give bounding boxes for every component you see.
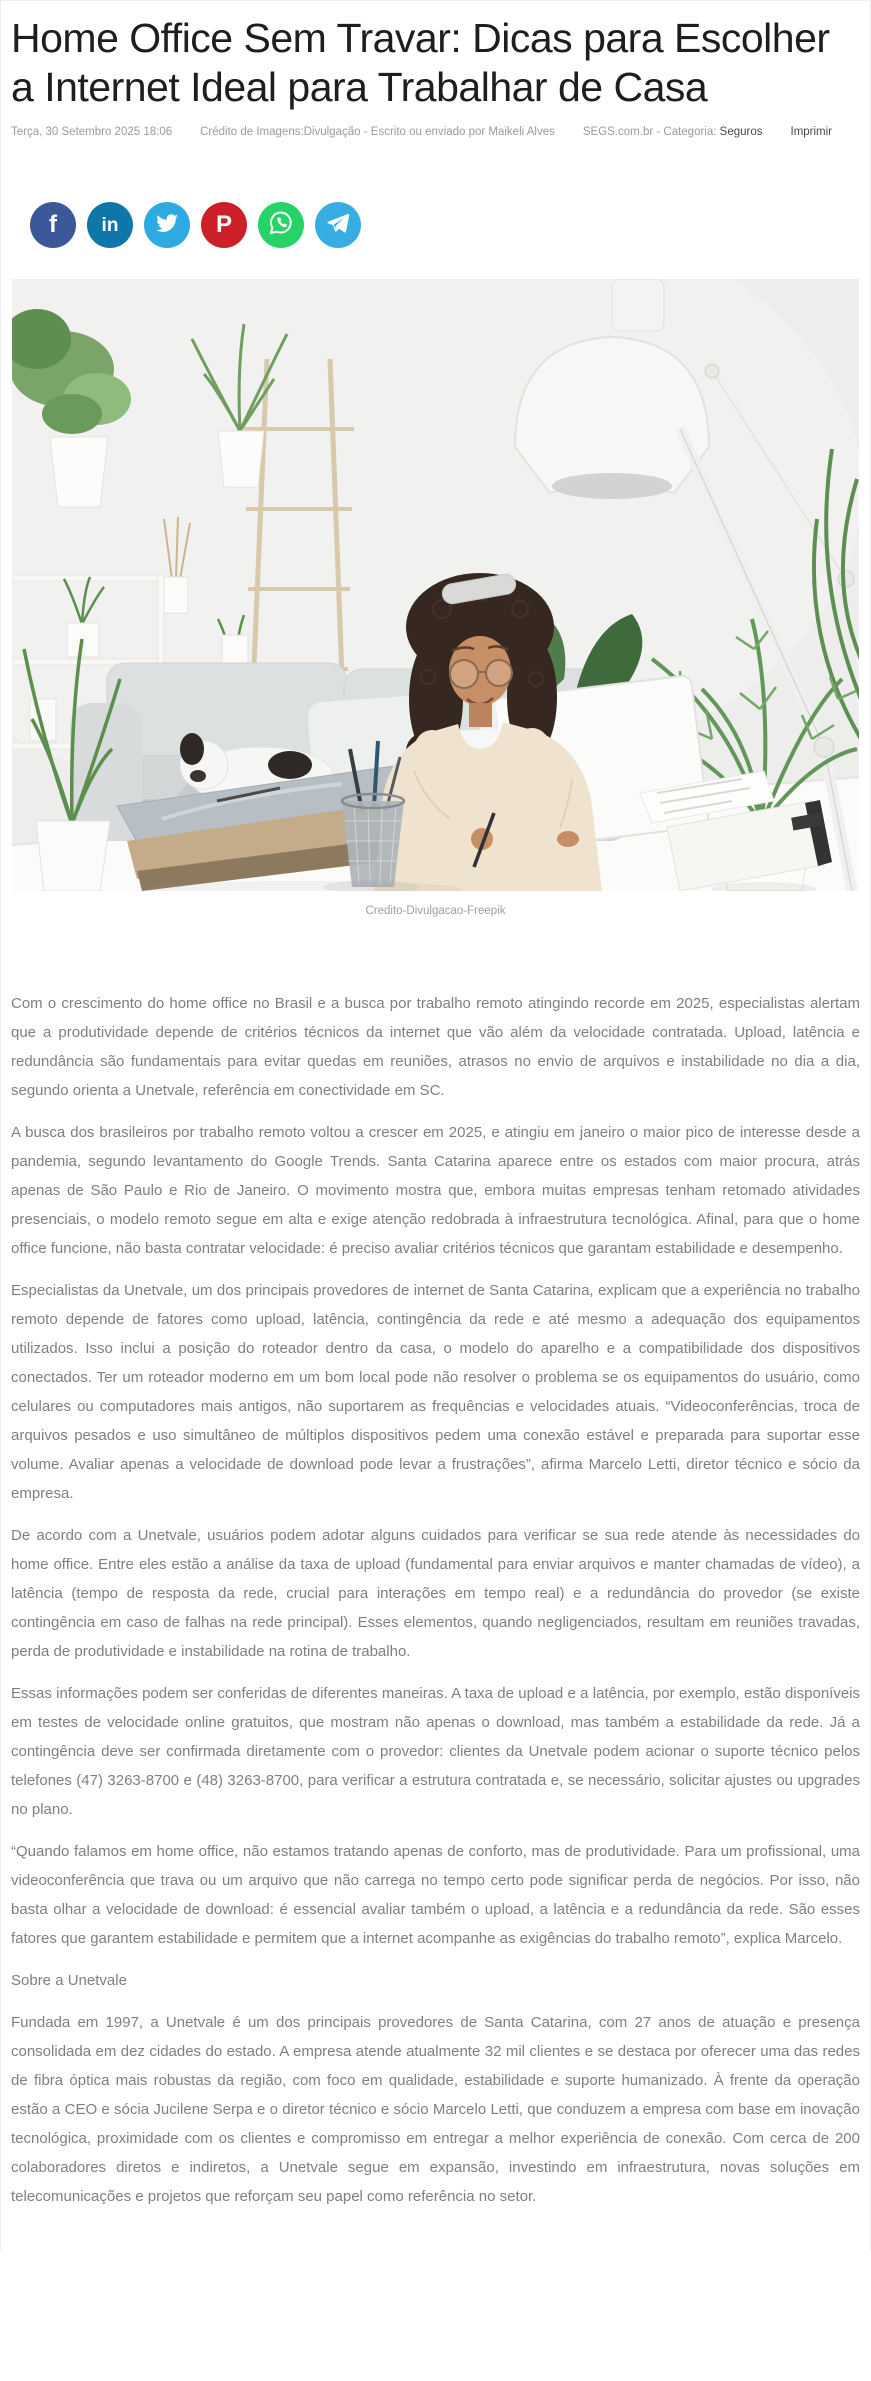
article-title: Home Office Sem Travar: Dicas para Escolher a Internet Ideal para Trabalhar de Casa [11,15,830,110]
pinterest-share-button[interactable] [201,202,247,248]
twitter-icon [154,210,180,241]
whatsapp-icon [267,209,295,242]
article-paragraph: Essas informações podem ser conferidas de diferentes maneiras. A taxa de upload e a latência, por exemplo, estão disponíveis em testes de velocidade online gratuitos, que mostram não apenas o download, mas também a estabilidade da rede. Já a contingência deve ser confirmada diretamente com o provedor: clientes da Unetvale podem acionar o suporte técnico pelos telefones (47) 3263-8700 e (48) 3263-8700, para verificar a estrutura contratada e, se necessário, solicitar ajustes ou upgrades no plano. [11,1685,860,1818]
article-paragraph: Fundada em 1997, a Unetvale é um dos principais provedores de Santa Catarina, com 27 anos de atuação e presença consolidada em dez cidades do estado. A empresa atende atualmente 32 mil clientes e se destaca por oferecer uma das redes de fibra óptica mais robustas da região, com foco em qualidade, estabilidade e suporte humanizado. À frente da operação estão a CEO e sócia Jucilene Serpa e o diretor técnico e sócio Marcelo Letti, que conduzem a empresa com base em inovação tecnológica, proximidade com os clientes e compromisso em entregar a melhor experiência de conexão. Com cerca de 200 colaboradores diretos e indiretos, a Unetvale segue em expansão, investindo em infraestrutura, novas soluções em telecomunicações e projetos que reforçam seu papel como referência no setor. [11,2014,860,2205]
print-link[interactable]: Imprimir [790,126,833,138]
article-paragraph: “Quando falamos em home office, não estamos tratando apenas de conforto, mas de produtividade. Para um profissional, uma videoconferência que trava ou um arquivo que não carrega no tempo certo pode significar perda de negócios. Por isso, não basta olhar a velocidade de download: é essencial avaliar também o upload, a latência e a redundância da rede. São esses fatores que garantem estabilidade e permitem que a internet acompanhe as exigências do trabalho remoto”, explica Marcelo. [11,1843,860,1947]
telegram-share-button[interactable] [315,202,361,248]
home-office-illustration [12,279,859,891]
pinterest-icon: P [215,211,232,238]
facebook-icon: f [49,211,57,238]
source-category: SEGS.com.br - Categoria: Seguros [582,126,763,138]
publish-datetime: Terça, 30 Setembro 2025 18:06 [11,126,173,138]
telegram-icon [325,210,351,241]
facebook-share-button[interactable] [30,202,76,248]
article-paragraph: Com o crescimento do home office no Brasil e a busca por trabalho remoto atingindo recorde em 2025, especialistas alertam que a produtividade depende de critérios técnicos da internet que vão além da velocidade contratada. Upload, latência e redundância são fundamentais para evitar quedas em reuniões, atrasos no envio de arquivos e instabilidade no dia a dia, segundo orienta a Unetvale, referência em conectividade em SC. [11,995,860,1099]
article-paragraph: Especialistas da Unetvale, um dos principais provedores de internet de Santa Catarina, explicam que a experiência no trabalho remoto depende de fatores como upload, latência, contingência da rede e até mesmo a adequação dos equipamentos utilizados. Isso inclui a posição do roteador dentro da casa, o modelo do aparelho e a compatibilidade dos dispositivos conectados. Ter um roteador moderno em um bom local pode não resolver o problema se os equipamentos do usuário, como celulares ou computadores mais antigos, não suportarem as frequências e velocidades atuais. “Videoconferências, troca de arquivos pesados e uso simultâneo de múltiplos dispositivos pedem uma conexão estável e preparada para suportar esse volume. Avaliar apenas a velocidade de download pode levar a frustrações”, afirma Marcelo Letti, diretor técnico e sócio da empresa. [11,1282,860,1502]
category-link[interactable]: Seguros [719,126,763,138]
social-share-row [30,202,870,248]
section-heading-sobre: Sobre a Unetvale [11,1972,127,1989]
article-paragraph: De acordo com a Unetvale, usuários podem adotar alguns cuidados para verificar se sua rede atende às necessidades do home office. Entre eles estão a análise da taxa de upload (fundamental para enviar arquivos e manter chamadas de vídeo), a latência (tempo de resposta da rede, crucial para interações em tempo real) e a redundância do provedor (se existe contingência em caso de falhas na rede principal). Esses elementos, quando negligenciados, resultam em reuniões travadas, perda de produtividade e instabilidade na rotina de trabalho. [11,1527,860,1660]
whatsapp-share-button[interactable] [258,202,304,248]
image-credit-author: Crédito de Imagens:Divulgação - Escrito ou enviado por Maikeli Alves [200,126,555,138]
image-caption: Credito-Divulgacao-Freepik [365,905,506,917]
article-meta [11,126,860,138]
article-paragraph: A busca dos brasileiros por trabalho remoto voltou a crescer em 2025, e atingiu em janeiro o maior pico de interesse desde a pandemia, segundo levantamento do Google Trends. Santa Catarina aparece entre os estados com maior procura, atrás apenas de São Paulo e Rio de Janeiro. O movimento mostra que, embora muitas empresas tenham retomado atividades presenciais, o modelo remoto segue em alta e exige atenção redobrada à infraestrutura tecnológica. Afinal, para que o home office funcione, não basta contratar velocidade: é preciso avaliar critérios técnicos que garantam estabilidade e desempenho. [11,1124,860,1257]
article-body [11,989,860,2211]
hero-image [12,279,859,891]
linkedin-share-button[interactable] [87,202,133,248]
twitter-share-button[interactable] [144,202,190,248]
linkedin-icon: in [101,214,119,236]
